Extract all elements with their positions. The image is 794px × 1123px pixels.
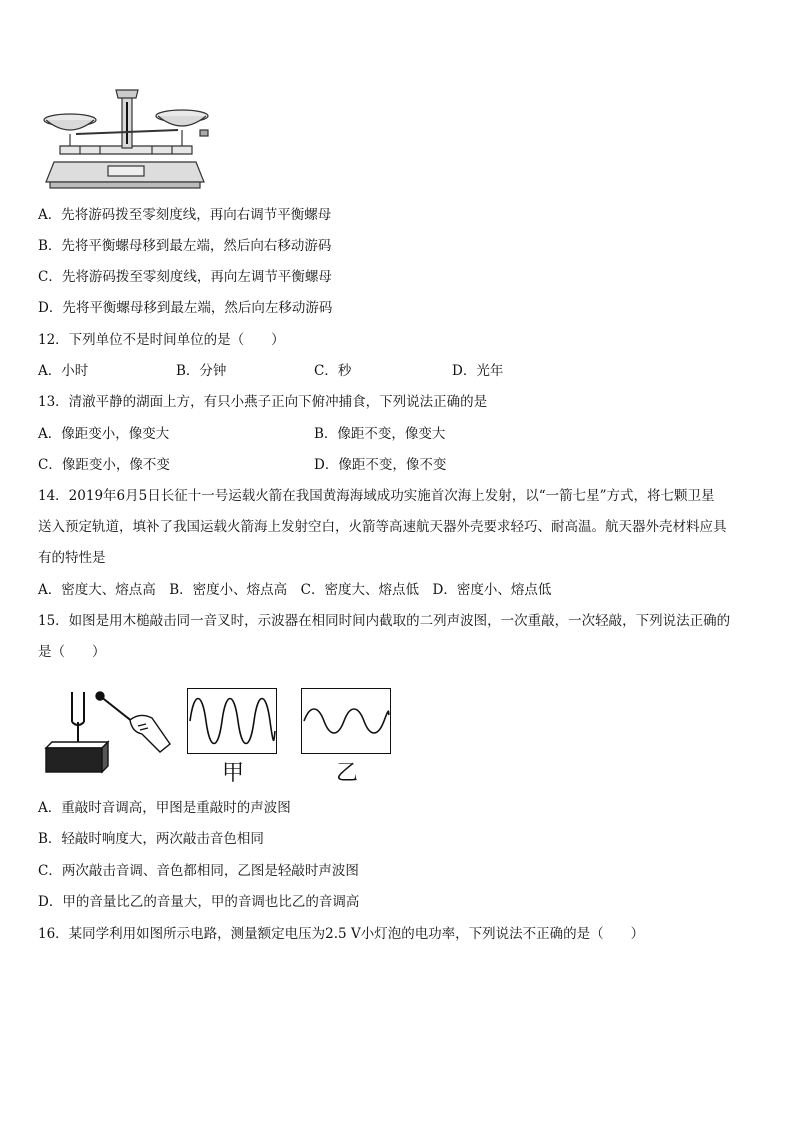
q11-option-a: A．先将游码拨至零刻度线，再向右调节平衡螺母 — [38, 207, 332, 223]
q16-stem: 16．某同学利用如图所示电路，测量额定电压为2.5 V小灯泡的电功率，下列说法不正确的是（ ） — [38, 926, 645, 942]
q14-stem-line2: 送入预定轨道，填补了我国运载火箭海上发射空白，火箭等高速航天器外壳要求轻巧、耐高温。航天器外壳材料应具 — [38, 519, 727, 535]
waveform-jia-plot — [187, 688, 277, 754]
q15-option-d: D．甲的音量比乙的音量大，甲的音调也比乙的音调高 — [38, 894, 360, 910]
q13-option-d: D．像距不变，像不变 — [314, 457, 447, 473]
q12-option-a: A．小时 — [38, 363, 89, 379]
tuning-fork-figure — [42, 682, 174, 778]
waveform-yi-plot — [301, 688, 391, 754]
waveform-jia-curve — [190, 699, 275, 744]
q12-option-b: B．分钟 — [176, 363, 227, 379]
q13-option-c: C．像距变小，像不变 — [38, 457, 170, 473]
waveform-yi-label: 乙 — [336, 761, 359, 786]
q15-option-a: A．重敲时音调高，甲图是重敲时的声波图 — [38, 800, 291, 816]
waveform-jia-label: 甲 — [222, 761, 245, 786]
q15-option-c: C．两次敲击音调、音色都相同，乙图是轻敲时声波图 — [38, 863, 359, 879]
q12-option-c: C．秒 — [314, 363, 352, 379]
balance-scale-figure — [40, 82, 212, 192]
q13-stem: 13．清澈平静的湖面上方，有只小燕子正向下俯冲捕食，下列说法正确的是 — [38, 394, 488, 410]
q15-stem-line1: 15．如图是用木槌敲击同一音叉时，示波器在相同时间内截取的二列声波图，一次重敲，一次轻敲，下列说法正确的 — [38, 613, 731, 629]
q14-stem-line3: 有的特性是 — [38, 550, 106, 566]
q11-option-d: D．先将平衡螺母移到最左端，然后向左移动游码 — [38, 300, 333, 316]
q11-option-b: B．先将平衡螺母移到最左端，然后向右移动游码 — [38, 238, 332, 254]
q13-option-b: B．像距不变，像变大 — [314, 426, 446, 442]
q14-stem-line1: 14．2019年6月5日长征十一号运载火箭在我国黄海海域成功实施首次海上发射，以“一箭七星”方式，将七颗卫星 — [38, 488, 715, 504]
q14-options: A．密度大、熔点高 B．密度小、熔点高 C．密度大、熔点低 D．密度小、熔点低 — [38, 582, 552, 598]
q13-option-a: A．像距变小，像变大 — [38, 426, 170, 442]
q11-option-c: C．先将游码拨至零刻度线，再向左调节平衡螺母 — [38, 269, 332, 285]
q12-stem: 12．下列单位不是时间单位的是（ ） — [38, 332, 285, 348]
q15-option-b: B．轻敲时响度大，两次敲击音色相同 — [38, 831, 264, 847]
waveform-yi-curve — [304, 709, 389, 733]
q12-option-d: D．光年 — [452, 363, 504, 379]
q15-stem-line2: 是（ ） — [38, 644, 106, 660]
